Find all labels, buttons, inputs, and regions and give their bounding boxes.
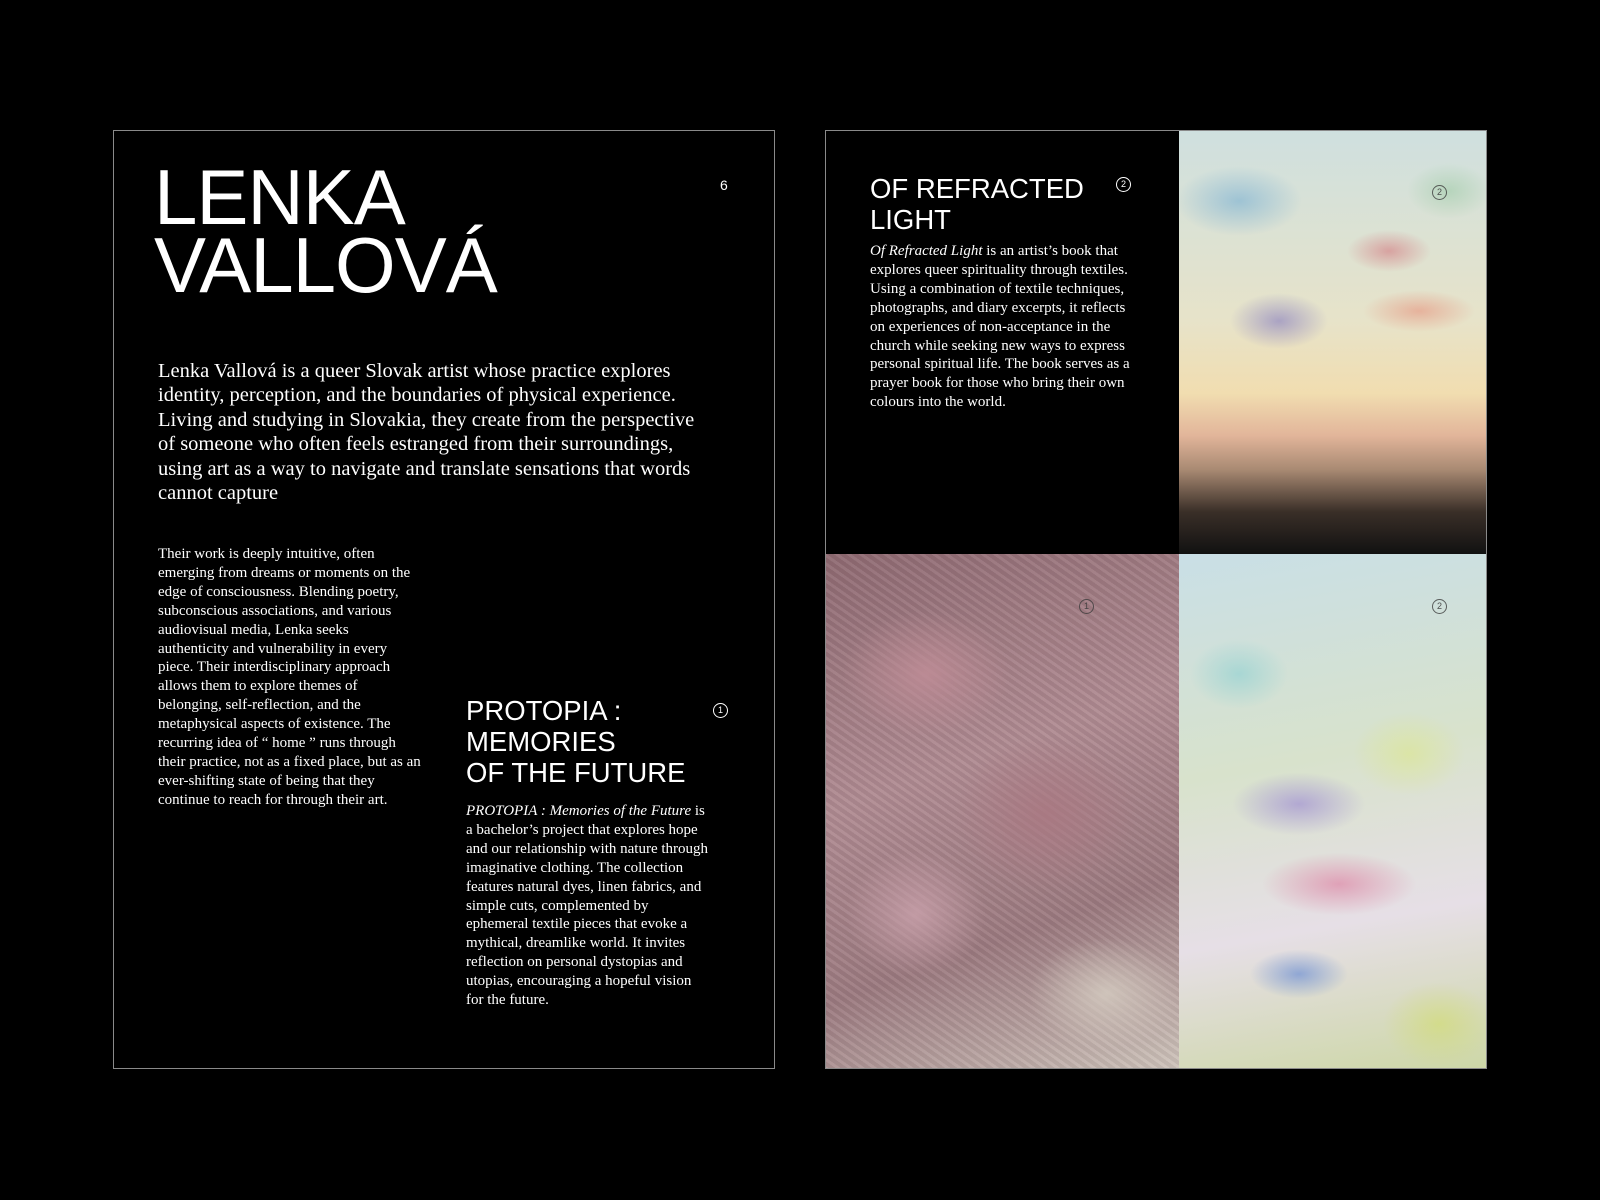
- protopia-description-italic: PROTOPIA : Memories of the Future: [466, 803, 692, 819]
- intro-paragraph: Lenka Vallová is a queer Slovak artist whose practice explores identity, perception, and the boundaries of physical experience. Living and studying in Slovakia, they create from the perspective of someone who often feels estranged from their surroundings, using art as a way to navigate and translate sensations that words cannot capture: [158, 360, 695, 505]
- right-page: [825, 130, 1487, 1069]
- protopia-title: [466, 695, 686, 788]
- title-line-first-name: LENKA: [154, 153, 405, 241]
- photo-number-badge: 2: [1432, 599, 1447, 614]
- left-page: [113, 130, 775, 1069]
- page-number: 6: [720, 177, 728, 193]
- refracted-description-italic: Of Refracted Light: [870, 243, 983, 259]
- protopia-title-line: MEMORIES: [466, 726, 616, 757]
- title-line-last-name: VALLOVÁ: [154, 221, 497, 309]
- pastel-textile-book-photo: [1179, 131, 1487, 554]
- refracted-light-description: [870, 242, 1138, 412]
- photo-number-badge: 1: [1079, 599, 1094, 614]
- protopia-description: [466, 802, 711, 1010]
- bio-paragraph: Their work is deeply intuitive, often emerging from dreams or moments on the edge of consciousness. Blending poetry, subconscious associations, and various audiovisual media, Lenka seeks authenticity and vulnerability in every piece. Their interdisciplinary approach allows them to explore themes of belonging, self-reflection, and the metaphysical aspects of existence. The recurring idea of “ home ” runs through their practice, not as a fixed place, but as an ever-shifting state of being that they continue to reach for through their art.: [158, 546, 421, 808]
- photo-number-badge: 2: [1432, 185, 1447, 200]
- refracted-description-body: is an artist’s book that explores queer spirituality through textiles. Using a combination of textile techniques, photographs, and diary excerpts, it reflects on experiences of non-acceptance in the church while seeking new ways to express personal spiritual life. The book serves as a prayer book for those who bring their own colours into the world.: [870, 243, 1130, 411]
- refracted-title-line: OF REFRACTED: [870, 173, 1084, 204]
- refracted-light-title: [870, 173, 1084, 235]
- refracted-number-badge: 2: [1116, 177, 1131, 192]
- protopia-title-line: PROTOPIA :: [466, 695, 622, 726]
- protopia-title-line: OF THE FUTURE: [466, 757, 686, 788]
- protopia-description-body: is a bachelor’s project that explores hope and our relationship with nature through imaginative clothing. The collection features natural dyes, linen fabrics, and simple cuts, complemented by ephemeral textile pieces that evoke a mythical, dreamlike world. It invites reflection on personal dystopias and utopias, encouraging a hopeful vision for the future.: [466, 803, 709, 1009]
- refracted-title-line: LIGHT: [870, 204, 951, 235]
- artist-name-title: [154, 153, 497, 309]
- protopia-number-badge: 1: [713, 703, 728, 718]
- pink-fabric-scraps-photo: [826, 554, 1179, 1069]
- watercolor-textile-hands-photo: [1179, 554, 1487, 1069]
